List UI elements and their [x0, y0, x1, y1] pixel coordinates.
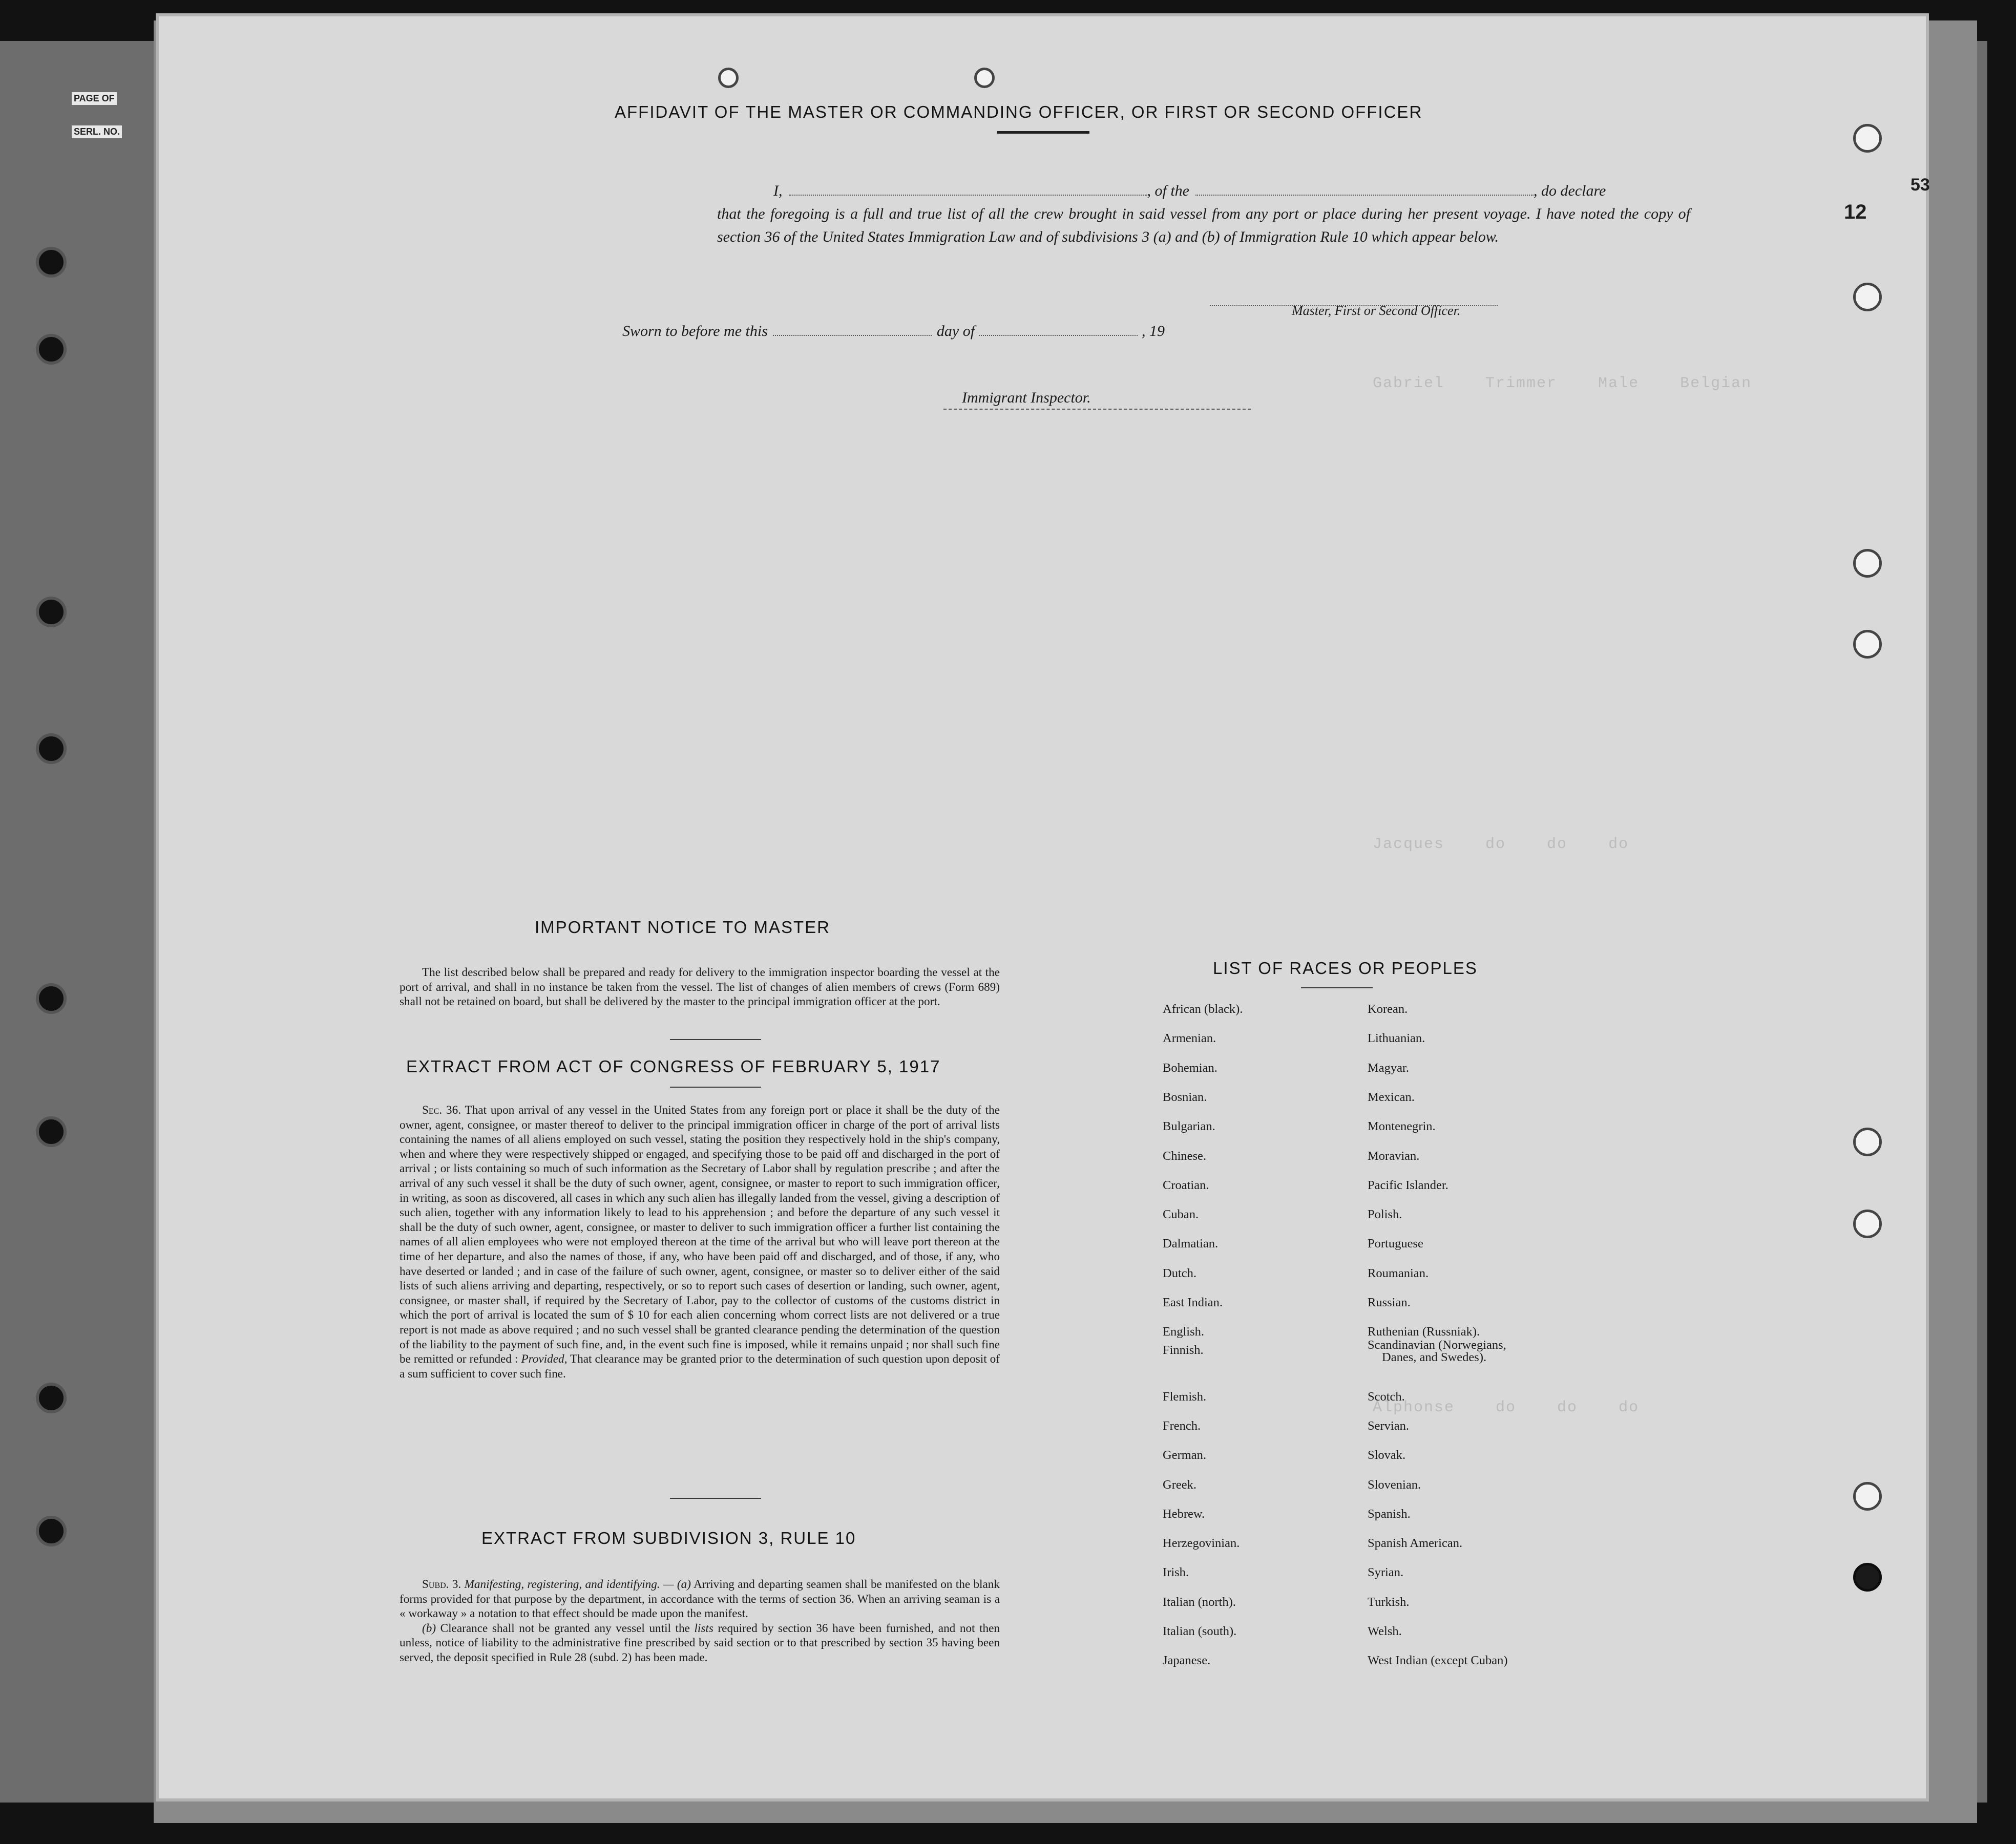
- race-item: Syrian.: [1368, 1565, 1404, 1580]
- race-item: Dutch.: [1163, 1266, 1196, 1280]
- notice-text: [400, 965, 1000, 1009]
- binder-hole: [36, 1116, 67, 1147]
- race-item: German.: [1163, 1448, 1207, 1463]
- stub-label: SERL. NO.: [72, 125, 122, 138]
- binder-hole: [36, 1383, 67, 1413]
- subd-b-label: (b): [422, 1621, 436, 1635]
- race-item: Ruthenian (Russniak).: [1368, 1325, 1480, 1339]
- subd-heading: Manifesting, registering, and identifying.: [464, 1578, 660, 1591]
- race-item: English.: [1163, 1325, 1204, 1339]
- notice-paragraph: The list described below shall be prepared and ready for delivery to the immigration inspector boarding the vessel at the port of arrival, and shall in no instance be taken from the vessel. The list of changes of alien members of crews (Form 689) shall not be retained on board, but shall be delivered by the master to the principal immigration officer at the port.: [400, 966, 1000, 1009]
- binder-hole: [1853, 283, 1882, 311]
- binder-hole: [36, 983, 67, 1014]
- act-title: EXTRACT FROM ACT OF CONGRESS OF FEBRUARY 5, 1917: [406, 1057, 941, 1076]
- race-item: Russian.: [1368, 1296, 1411, 1309]
- sworn-month-field[interactable]: [979, 323, 1138, 336]
- race-item: Armenian.: [1163, 1031, 1216, 1046]
- affidavit-body: that the foregoing is a full and true list of all the crew brought in said vessel from any port or place during her present voyage. I have noted the copy of section 36 of the United States Immigration Law and of subdivisions 3 (a) and (b) of Immigration Rule 10 which appear below.: [717, 205, 1690, 245]
- races-divider: [1301, 987, 1373, 988]
- race-item: Spanish American.: [1368, 1536, 1463, 1551]
- race-item: Polish.: [1368, 1207, 1402, 1222]
- binder-hole: [718, 68, 739, 88]
- binder-hole: [36, 597, 67, 627]
- notice-title: IMPORTANT NOTICE TO MASTER: [535, 918, 831, 937]
- race-item: Magyar.: [1368, 1061, 1409, 1075]
- race-item: Roumanian.: [1368, 1266, 1429, 1280]
- inspector-label: Immigrant Inspector.: [962, 389, 1091, 406]
- race-item: African (black).: [1163, 1002, 1243, 1016]
- binder-hole: [36, 334, 67, 365]
- corner-number: 53: [1910, 175, 1930, 195]
- subd-a-label: — (a): [663, 1578, 691, 1591]
- race-item: Spanish.: [1368, 1507, 1411, 1521]
- race-item: Bohemian.: [1163, 1061, 1217, 1075]
- act-text-a: That upon arrival of any vessel in the United States from any foreign port or place it shall be the duty of the owner, agent, consignee, or master thereof to deliver to the principal immigration officer in charge of the port of arrival lists containing the names of all aliens employed on such vessel, stating the position they respectively hold in the ship's company, when and where they were respectively shipped or engaged, and specifying those to be paid off and discharged in the port of arrival ; or lists containing so much of such information as the Secretary of Labor shall by regulation prescribe ; and after the arrival of any such vessel it shall be the duty of such owner, agent, consignee, or master to report to such immigration officer, in writing, as soon as discovered, all cases in which any such alien has illegally landed from the vessel, giving a description of such alien, together with any information likely to lead to his apprehension ; and before the departure of any such vessel it shall be the duty of such owner, agent, consignee, or master to deliver to such immigration officer a further list containing the names of all alien employees who were not employed thereon at the time of the arrival but who will leave port thereon at the time of her departure, and also the names of those, if any, who have been paid off and discharged, and of those, if any, who have deserted or landed ; and in case of the failure of such owner, agent, consignee, or master so to deliver either of the said lists of such aliens arriving and departing, respectively, or so to report such cases of desertion or landing, such owner, agent, consignee, or master shall, if required by the Secretary of Labor, pay to the collector of customs of the customs district in which the port of arrival is located the sum of $ 10 for each alien concerning whom correct lists are not delivered or a true report is not made as above required ; and no such vessel shall be granted clearance pending the determination of the question of the liability to the payment of such fine, and, in the event such fine is imposed, while it remains unpaid ; nor shall such fine be remitted or refunded :: [400, 1104, 1000, 1366]
- race-item: Turkish.: [1368, 1595, 1410, 1609]
- affidavit-title: AFFIDAVIT OF THE MASTER OR COMMANDING OFFICER, OR FIRST OR SECOND OFFICER: [615, 102, 1423, 121]
- rule-text: [400, 1577, 1000, 1665]
- title-underline: [997, 131, 1089, 134]
- binder-hole: [36, 1516, 67, 1546]
- race-item: Scotch.: [1368, 1389, 1405, 1404]
- race-item: Slovak.: [1368, 1448, 1406, 1463]
- race-item: Italian (south).: [1163, 1624, 1237, 1639]
- race-item: Dalmatian.: [1163, 1237, 1219, 1251]
- section-divider: [670, 1039, 761, 1040]
- name-field[interactable]: [789, 182, 1147, 196]
- sworn-line: [622, 323, 1165, 340]
- affidavit-i-label: I,: [773, 182, 783, 199]
- affidavit-of-the-label: , of the: [1147, 182, 1189, 199]
- subd-b-lists: lists: [694, 1621, 713, 1635]
- page-number: 12: [1844, 201, 1867, 223]
- day-of-label: day of: [936, 323, 975, 340]
- rule-title: EXTRACT FROM SUBDIVISION 3, RULE 10: [481, 1529, 856, 1548]
- manifest-page: [159, 16, 1930, 1798]
- race-item: Slovenian.: [1368, 1477, 1421, 1492]
- subd-b-text-1: Clearance shall not be granted any vessel until the: [440, 1621, 690, 1635]
- race-item: Servian.: [1368, 1418, 1409, 1433]
- binder-hole: [36, 247, 67, 278]
- race-item: Mexican.: [1368, 1090, 1415, 1104]
- binder-hole: [36, 733, 67, 764]
- officer-signature-label: Master, First or Second Officer.: [1292, 303, 1461, 318]
- race-item: Welsh.: [1368, 1624, 1402, 1639]
- affidavit-text: [717, 179, 1690, 248]
- race-item: Greek.: [1163, 1477, 1196, 1492]
- binder-hole: [1853, 630, 1882, 659]
- race-item: Montenegrin.: [1368, 1119, 1436, 1134]
- race-item: Danes, and Swedes).: [1382, 1350, 1487, 1365]
- sworn-day-field[interactable]: [773, 323, 932, 336]
- race-item: Bosnian.: [1163, 1090, 1207, 1104]
- race-item: Lithuanian.: [1368, 1031, 1425, 1046]
- race-item: Flemish.: [1163, 1389, 1207, 1404]
- race-item: Japanese.: [1163, 1654, 1211, 1668]
- year-label: , 19: [1142, 323, 1165, 340]
- binder-hole: [1853, 1128, 1882, 1156]
- bleed-through: Jacques do do do: [1373, 836, 1629, 853]
- race-item: Herzegovinian.: [1163, 1536, 1240, 1551]
- race-item: Portuguese: [1368, 1237, 1423, 1251]
- race-item: Moravian.: [1368, 1149, 1420, 1163]
- bleed-through: Gabriel Trimmer Male Belgian: [1373, 375, 1752, 392]
- section-divider: [670, 1498, 761, 1499]
- races-title: LIST OF RACES OR PEOPLES: [1213, 959, 1478, 978]
- race-item: Finnish.: [1163, 1343, 1204, 1358]
- race-item: Hebrew.: [1163, 1507, 1205, 1521]
- vessel-field[interactable]: [1195, 182, 1534, 196]
- binder-hole: [1853, 124, 1882, 153]
- race-item: Cuban.: [1163, 1207, 1199, 1222]
- race-item: East Indian.: [1163, 1296, 1223, 1309]
- race-item: Bulgarian.: [1163, 1119, 1215, 1134]
- binder-hole: [1853, 1482, 1882, 1511]
- race-item: West Indian (except Cuban): [1368, 1654, 1508, 1668]
- race-item: French.: [1163, 1418, 1201, 1433]
- race-item: Italian (north).: [1163, 1595, 1236, 1609]
- sworn-label: Sworn to before me this: [622, 323, 768, 340]
- act-text-b: That clearance may be granted prior to the determination of such question upon deposit of a sum sufficient to cover such fine.: [400, 1352, 1000, 1381]
- races-list: [1163, 1002, 1777, 1678]
- stub-label: PAGE OF: [72, 92, 117, 105]
- sec-label: Sec. 36.: [422, 1104, 461, 1117]
- binder-hole: [1853, 549, 1882, 578]
- race-item: Korean.: [1368, 1002, 1408, 1016]
- affidavit-declare-label: , do declare: [1534, 182, 1606, 199]
- binder-hole: [1853, 1210, 1882, 1238]
- race-item: Croatian.: [1163, 1178, 1209, 1192]
- race-item: Pacific Islander.: [1368, 1178, 1448, 1192]
- subd-b-text-2: required by section 36 have been furnished, and not then unless, notice of liability to the administrative fine prescribed by said section or to that prescribed by section 35 having been served, the deposit specified in Rule 28 (subd. 2) has been made.: [400, 1621, 1000, 1664]
- binder-hole: [974, 68, 995, 88]
- race-item: Irish.: [1163, 1565, 1189, 1580]
- bleed-through: Alphonse do do do: [1373, 1399, 1640, 1416]
- race-item: Scandinavian (Norwegians,: [1368, 1338, 1506, 1352]
- provided-label: Provided,: [521, 1352, 568, 1366]
- race-item: Chinese.: [1163, 1149, 1207, 1163]
- binder-hole: [1853, 1563, 1882, 1592]
- subd-label: Subd. 3.: [422, 1578, 461, 1591]
- subd-a-text: Arriving and departing seamen shall be manifested on the blank forms provided for that purpose by the department, in accordance with the terms of section 36. When an arriving seaman is a « workaway » a notation to that effect should be made upon the manifest.: [400, 1578, 1000, 1621]
- section-divider: [670, 1087, 761, 1088]
- act-text: [400, 1103, 1000, 1381]
